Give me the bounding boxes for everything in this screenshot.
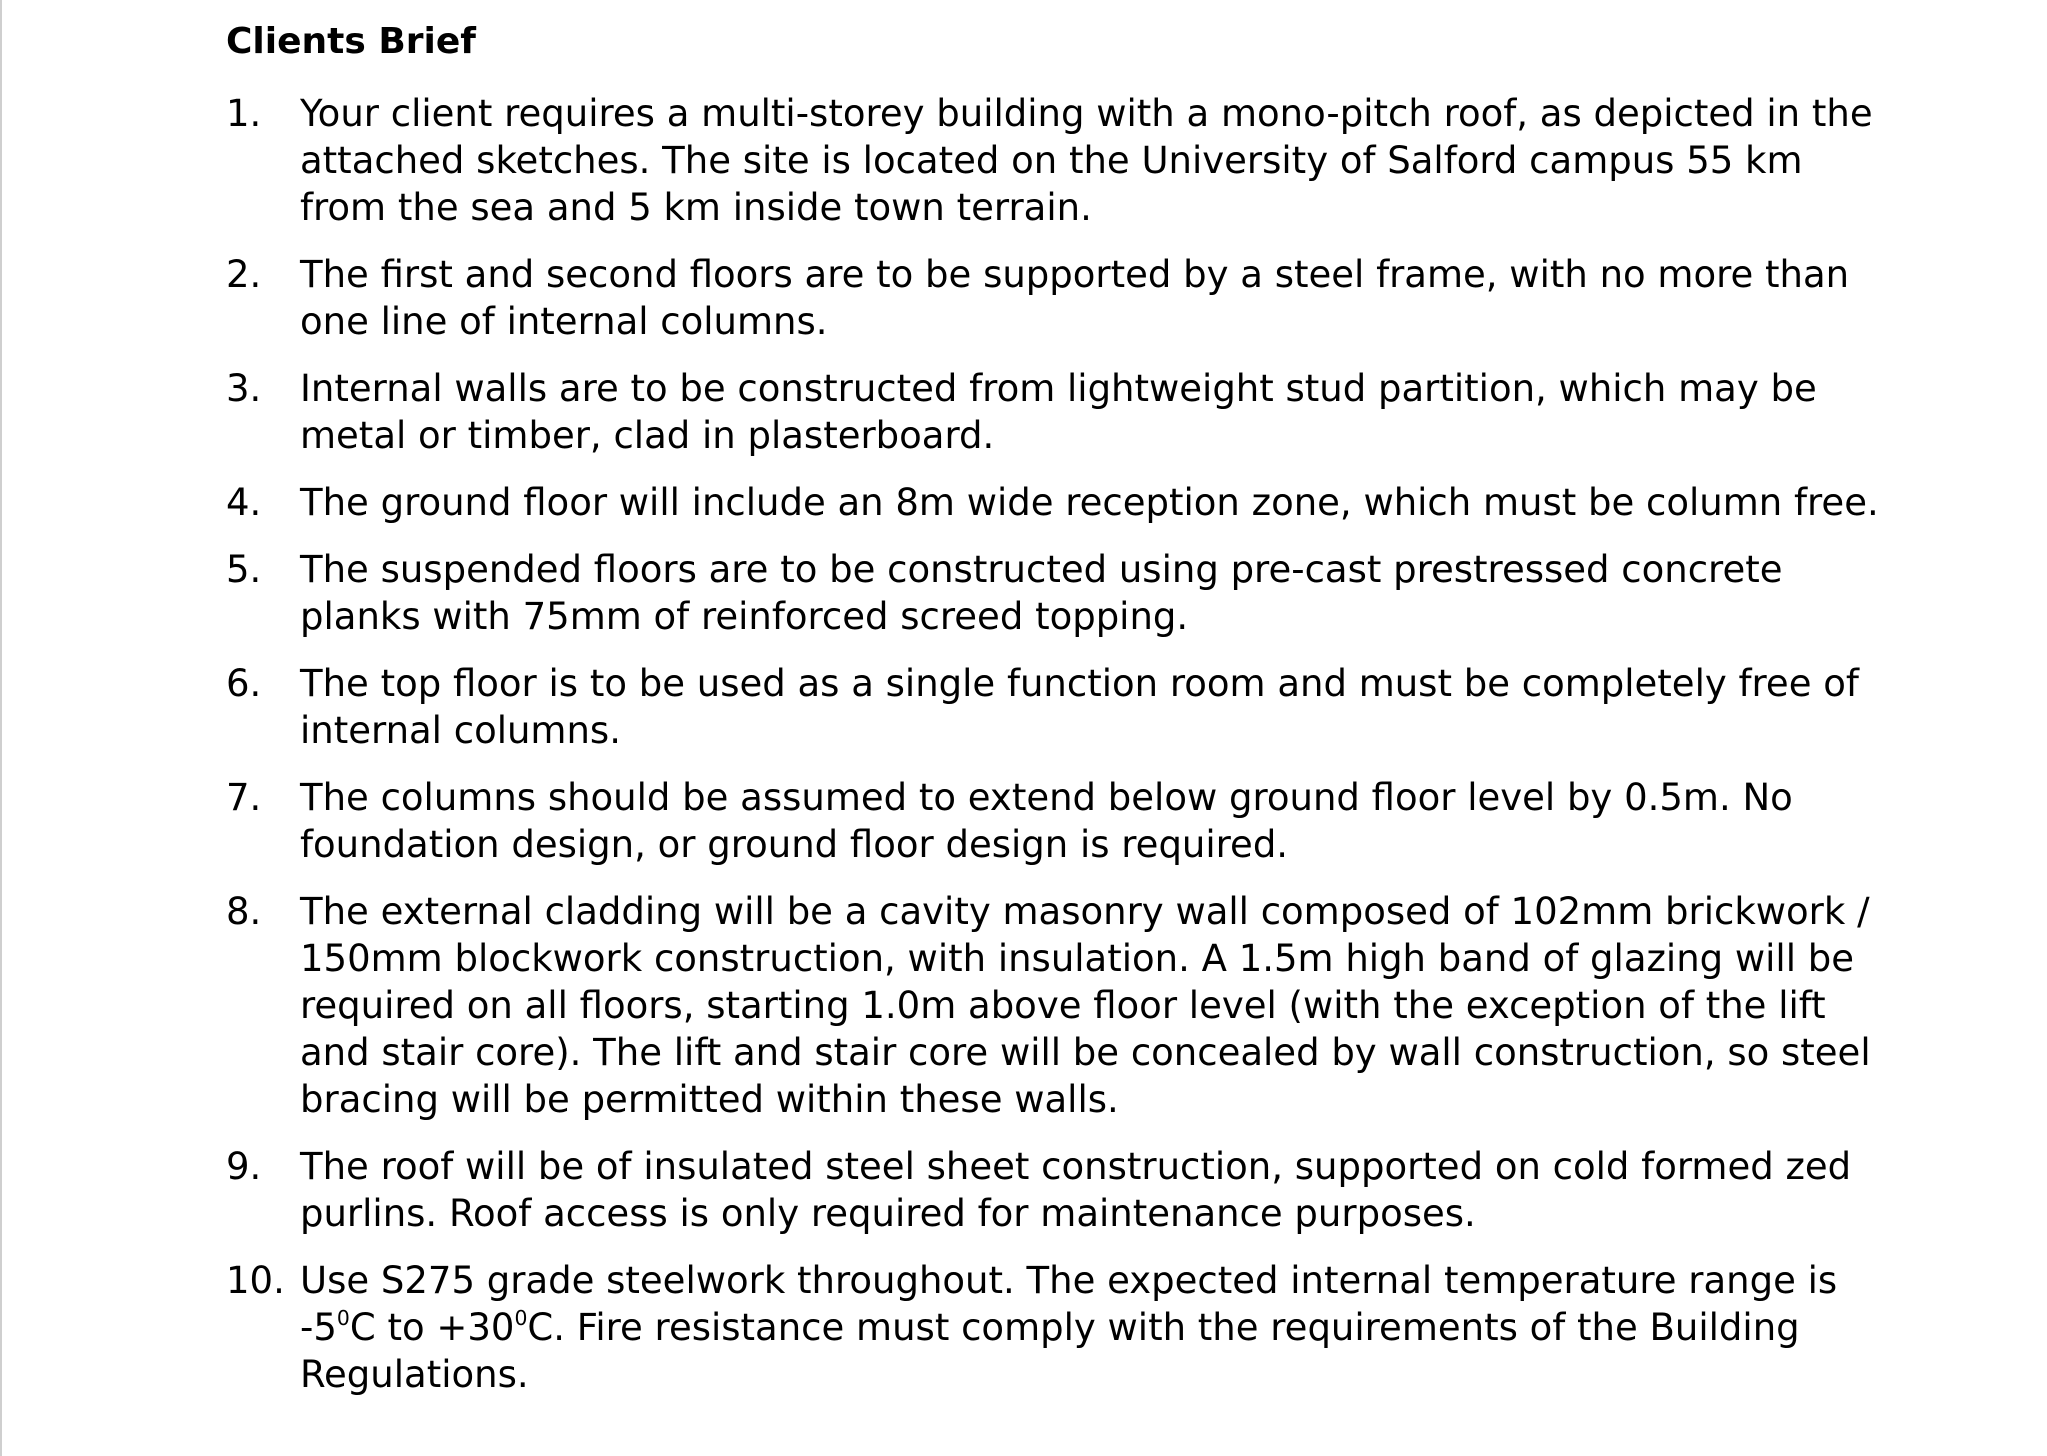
list-item (226, 90, 1886, 231)
list-item (226, 365, 1886, 459)
superscript-degree: 0 (336, 1305, 350, 1330)
item-text: Internal walls are to be constructed from lightweight stud partition, which may be metal or timber, clad in plasterboard. (300, 367, 1817, 457)
list-item (226, 1143, 1886, 1237)
item-text-part: C. Fire resistance must comply with the requirements of the Building Regulations. (300, 1306, 1800, 1396)
item-text: The suspended floors are to be constructed using pre-cast prestressed concrete planks with 75mm of reinforced screed topping. (300, 548, 1783, 638)
item-text: The columns should be assumed to extend below ground floor level by 0.5m. No foundation design, or ground floor design is required. (300, 776, 1793, 866)
item-number: 4. (226, 481, 262, 524)
item-number: 10. (226, 1259, 285, 1302)
item-text-part: C to +30 (349, 1306, 515, 1349)
item-number: 3. (226, 367, 262, 410)
item-text: Your client requires a multi-storey building with a mono-pitch roof, as depicted in the attached sketches. The site is located on the University of Salford campus 55 km from the sea and 5 km inside town terrain. (300, 92, 1873, 229)
item-text: The ground floor will include an 8m wide reception zone, which must be column free. (300, 481, 1879, 524)
item-text: The first and second floors are to be supported by a steel frame, with no more than one line of internal columns. (300, 253, 1850, 343)
list-item (226, 546, 1886, 640)
item-number: 8. (226, 890, 262, 933)
item-number: 9. (226, 1145, 262, 1188)
item-number: 1. (226, 92, 262, 135)
list-item (226, 888, 1886, 1123)
item-text: The top floor is to be used as a single function room and must be completely free of internal columns. (300, 662, 1859, 752)
list-item (226, 251, 1886, 345)
item-text: The external cladding will be a cavity masonry wall composed of 102mm brickwork / 150mm blockwork construction, with insulation. A 1.5m high band of glazing will be required on all floors, starting 1.0m above floor level (with the exception of the lift and stair core). The lift and stair core will be concealed by wall construction, so steel bracing will be permitted within these walls. (300, 890, 1871, 1121)
item-text: The roof will be of insulated steel sheet construction, supported on cold formed zed purlins. Roof access is only required for maintenance purposes. (300, 1145, 1852, 1235)
item-text-part: Use S275 grade steelwork throughout. The expected internal temperature range is -5 (300, 1259, 1838, 1349)
item-number: 6. (226, 662, 262, 705)
item-text (300, 1257, 1886, 1398)
document-heading: Clients Brief (226, 21, 476, 62)
brief-list (226, 90, 1886, 1398)
item-number: 5. (226, 548, 262, 591)
list-item (226, 1257, 1886, 1398)
document-body (226, 14, 1886, 1418)
list-item (226, 774, 1886, 868)
page-left-border (0, 0, 2, 1456)
list-item (226, 660, 1886, 754)
item-number: 2. (226, 253, 262, 296)
superscript-degree: 0 (514, 1305, 528, 1330)
list-item (226, 479, 1886, 526)
item-number: 7. (226, 776, 262, 819)
